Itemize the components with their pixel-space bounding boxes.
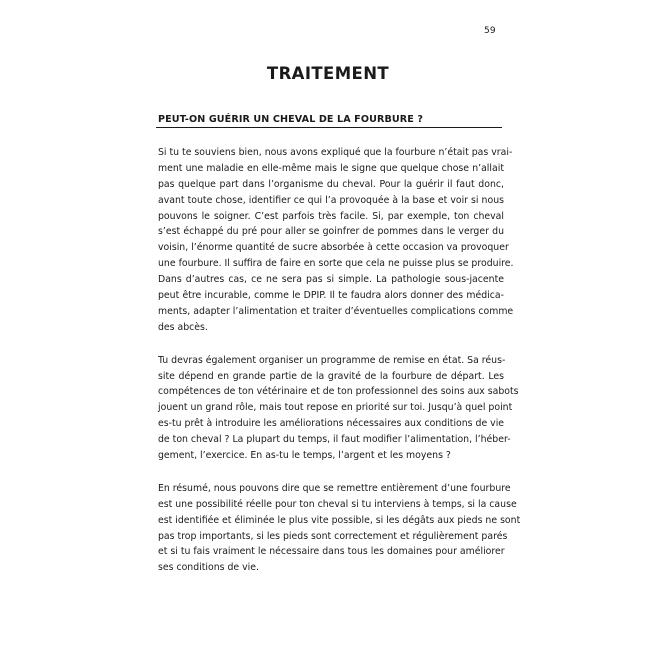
text-line: des abcès.	[158, 321, 208, 333]
text-line: s’est échappé du pré pour aller se goinfrer de pommes dans le verger du	[158, 226, 504, 238]
body-text	[158, 145, 521, 593]
text-line: Tu devras également organiser un programme de remise en état. Sa réus-	[158, 354, 506, 366]
text-line: gement, l’exercice. En as-tu le temps, l’argent et les moyens ?	[158, 450, 451, 462]
text-line: En résumé, nous pouvons dire que se remettre entièrement d’une fourbure	[158, 482, 511, 494]
text-line: es-tu prêt à introduire les améliorations nécessaires aux conditions de vie	[158, 418, 505, 430]
text-line: est une possibilité réelle pour ton cheval si tu interviens à temps, si la cause	[158, 498, 517, 510]
text-line: voisin, l’énorme quantité de sucre absorbée à cette occasion va provoquer	[158, 242, 509, 254]
page-number: 59	[484, 26, 496, 36]
section-heading-rule	[156, 127, 502, 128]
page-title: TRAITEMENT	[266, 64, 390, 83]
text-line: pas trop importants, si les pieds sont correctement et régulièrement parés	[158, 530, 508, 542]
text-line: site dépend en grande partie de la gravité de la fourbure de départ. Les	[158, 370, 504, 382]
section-heading: PEUT-ON GUÉRIR UN CHEVAL DE LA FOURBURE ?	[158, 114, 424, 125]
text-line: ments, adapter l’alimentation et traiter d’éventuelles complications comme	[158, 305, 514, 317]
text-line: compétences de ton vétérinaire et de ton professionnel des soins aux sabots	[158, 386, 519, 398]
text-line: une fourbure. Il suffira de faire en sorte que cela ne puisse plus se produire.	[158, 258, 514, 270]
text-line: peut être incurable, comme le DPIP. Il te faudra alors donner des médica-	[158, 290, 504, 302]
paragraph-1	[158, 145, 514, 336]
text-line: et si tu fais vraiment le nécessaire dans tous les domaines pour améliorer	[158, 546, 505, 558]
text-line: ses conditions de vie.	[158, 562, 259, 574]
paragraph-3	[158, 481, 521, 576]
paragraph-2	[158, 353, 519, 464]
text-line: ment une maladie en elle-même mais le signe que quelque chose n’allait	[158, 162, 504, 174]
text-line: Dans d’autres cas, ce ne sera pas si simple. La pathologie sous-jacente	[158, 274, 504, 286]
text-line: pas quelque part dans l’organisme du cheval. Pour la guérir il faut donc,	[158, 178, 504, 190]
text-line: jouent un grand rôle, mais tout repose en priorité sur toi. Jusqu’à quel point	[158, 402, 513, 414]
text-line: Si tu te souviens bien, nous avons expliqué que la fourbure n’était pas vrai-	[158, 147, 513, 158]
text-line: de ton cheval ? La plupart du temps, il faut modifier l’alimentation, l’héber-	[158, 434, 511, 446]
text-line: pouvons le soigner. C’est parfois très facile. Si, par exemple, ton cheval	[158, 210, 504, 222]
text-line: est identifiée et éliminée le plus vite possible, si les dégâts aux pieds ne sont	[158, 514, 521, 526]
text-line: avant toute chose, identifier ce qui l’a provoquée à la base et voir si nous	[158, 194, 504, 206]
